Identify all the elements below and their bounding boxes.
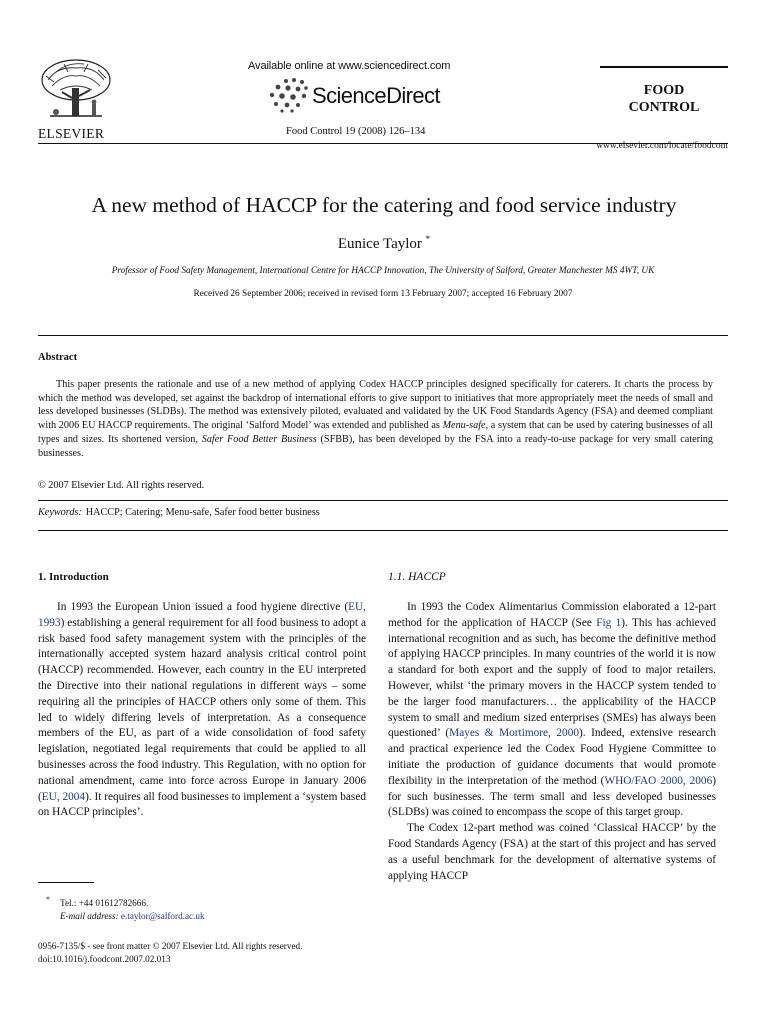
author-affiliation: Professor of Food Safety Management, International Centre for HACCP Innovation, The University of Salford, Greater Manchester MS 4WT, UK (111, 266, 655, 276)
abstract-part-3: (SFBB), has been developed by the FSA into a ready-to-use package for very small catering businesses. (38, 433, 713, 459)
author-name: Eunice Taylor (337, 236, 422, 252)
footnote-mark: * (46, 895, 50, 904)
abstract-top-rule (38, 335, 728, 336)
abstract-sfbb: Safer Food Better Business (201, 433, 317, 445)
abstract-heading: Abstract (38, 352, 78, 363)
haccp-text-2: ). This has achieved international recognition and as such, has become the definitive method of applying HACCP principles. In many countries of the world it is now a standard for both export and the supply of food to major retailers. However, whilst ‘the primary movers in the HACCP system tended to be the larger food manufacturers… the applicability of the HACCP system to small and medium sized enterprises (SMEs) has always been questioned’ ( (388, 616, 717, 740)
ref-fig1-link[interactable]: Fig 1 (596, 616, 622, 629)
abstract-part-1: This paper presents the rationale and use of a new method of applying Codex HACCP principles designed specifically for caterers. It charts the process by which the method was developed, set against the backdrop of international efforts to give support to initiatives that more appropriately meet the needs of small and less developed businesses (SLDBs). The method was extensively piloted, evaluated and validated by the UK Food Standards Agency (FSA) and deemed compliant with 2006 EU HACCP requirements. The original ‘Salford Model’ was extended and published as (38, 379, 713, 432)
elsevier-tree-icon (38, 58, 114, 124)
sciencedirect-dots-icon (266, 77, 312, 113)
article-title: A new method of HACCP for the catering and food service industry (91, 193, 677, 217)
author-email-link[interactable]: e.taylor@salford.ac.uk (120, 911, 205, 921)
intro-text-1: In 1993 the European Union issued a food hygiene directive ( (57, 601, 349, 613)
intro-text-2: ) establishing a general requirement for all food business to adopt a risk based food safety management system with the principles of the internationally accepted system hazard analysis critical control point (HACCP) recommended. However, each country in the EU interpreted the Directive into their national regulations in different ways – some requiring all the principles of HACCP others only some of them. This led to widely differing levels of interpretation. As a consequence members of the EU, as part of a wide consolidation of food safety legislation, negotiated legal requirements that could be applied to all businesses across the food industry. This Regulation, with no option for national amendment, came into force across Europe in January 2006 ( (38, 616, 366, 803)
introduction-body (38, 600, 366, 821)
keywords-top-rule (38, 500, 728, 501)
journal-name-rule (600, 66, 728, 68)
journal-name-line1: FOOD (643, 83, 685, 98)
keywords-label: Keywords: (38, 507, 82, 518)
email-label: E-mail address: (60, 911, 119, 921)
haccp-text-4: ) for such businesses. The term small and less developed businesses (SLDBs) was coined to encompass the scope of this target group. (388, 774, 716, 819)
section-heading-introduction: 1. Introduction (38, 571, 109, 583)
journal-name-line2: CONTROL (628, 100, 700, 115)
doi-line: doi:10.1016/j.foodcont.2007.02.013 (38, 953, 171, 964)
footnote-email (38, 910, 205, 923)
footnote-tel (38, 897, 148, 910)
intro-text-3: ). It requires all food businesses to implement a ‘system based on HACCP principles’. (38, 790, 366, 819)
abstract-menu-safe: Menu-safe (442, 420, 486, 432)
sciencedirect-wordmark: ScienceDirect (312, 83, 440, 108)
issn-block (38, 940, 302, 965)
keywords-bottom-rule (38, 530, 728, 531)
journal-name (600, 82, 728, 116)
journal-citation: Food Control 19 (2008) 126–134 (286, 126, 426, 137)
keywords-text: HACCP; Catering; Menu-safe, Safer food better business (85, 507, 320, 518)
ref-mayes-link[interactable]: Mayes & Mortimore, 2000 (449, 727, 579, 740)
haccp-paragraph-2: The Codex 12-part method was coined ‘Classical HACCP’ by the Food Standards Agency (FSA) at the start of this project and has served as a useful benchmark for the development of alternative systems of applying HACCP (388, 822, 716, 882)
ref-who-fao-link[interactable]: WHO/FAO 2000, 2006 (604, 774, 713, 787)
journal-url-link[interactable]: www.elsevier.com/locate/foodcont (596, 141, 728, 151)
available-online-text: Available online at www.sciencedirect.com (248, 60, 451, 72)
ref-eu-1993-link[interactable]: EU, 1993 (38, 601, 366, 629)
haccp-text-1: In 1993 the Codex Alimentarius Commission elaborated a 12-part method for the application of HACCP (See (388, 601, 716, 629)
haccp-body (388, 600, 716, 884)
abstract-part-2: , a system that can be used by catering businesses of all types and sizes. Its shortened version, (38, 420, 713, 445)
abstract-copyright: © 2007 Elsevier Ltd. All rights reserved. (38, 480, 205, 491)
sciencedirect-logo[interactable] (266, 77, 466, 113)
footnote-rule (38, 882, 94, 883)
issn-line: 0956-7135/$ - see front matter © 2007 Elsevier Ltd. All rights reserved. (38, 941, 303, 951)
haccp-text-3: ). Indeed, extensive research and practical experience led the Codex Food Hygiene Committee to initiate the production of guidance documents that would promote flexibility in the interpretation of the method ( (388, 727, 716, 787)
received-dates: Received 26 September 2006; received in revised form 13 February 2007; accepted 16 February 2007 (193, 289, 573, 299)
ref-eu-2004-link[interactable]: EU, 2004 (41, 790, 86, 803)
keywords-line (38, 507, 320, 518)
abstract-text (38, 378, 713, 460)
author-footnote-mark[interactable]: * (425, 234, 431, 244)
author-line (0, 234, 768, 253)
introduction-paragraph (38, 600, 366, 821)
footnote-tel-text: Tel.: +44 01612782666. (60, 898, 149, 908)
publisher-name: ELSEVIER (38, 126, 105, 141)
section-heading-haccp: 1.1. HACCP (388, 571, 446, 583)
haccp-paragraph-1 (388, 600, 716, 821)
